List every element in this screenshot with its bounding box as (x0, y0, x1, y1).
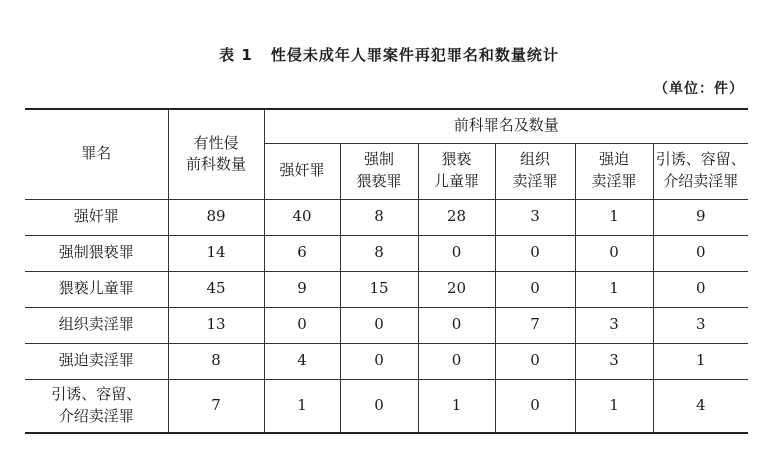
prior-total-cell: 13 (168, 307, 264, 343)
sub-header-line2: 卖淫罪 (512, 172, 558, 190)
prior-total-cell: 45 (168, 271, 264, 307)
crime-name-line1: 猥亵儿童罪 (58, 279, 134, 298)
count-cell: 4 (653, 379, 748, 433)
count-cell: 0 (418, 307, 495, 343)
sub-header (340, 143, 418, 199)
count-cell: 0 (340, 307, 418, 343)
count-cell: 6 (264, 235, 340, 271)
count-cell: 0 (340, 379, 418, 433)
sub-header-line1: 强迫 (598, 150, 629, 169)
sub-header (653, 143, 748, 199)
count-cell: 0 (495, 343, 575, 379)
count-cell: 0 (264, 307, 340, 343)
count-cell: 3 (653, 307, 748, 343)
count-cell: 20 (418, 271, 495, 307)
count-cell: 1 (575, 271, 653, 307)
count-cell: 0 (653, 271, 748, 307)
count-cell: 0 (575, 235, 653, 271)
sub-header-line2: 介绍卖淫罪 (663, 172, 739, 190)
sub-header-line1: 强奸罪 (279, 161, 325, 180)
sub-header-line2: 卖淫罪 (591, 172, 637, 190)
header-crime-name: 罪名 (25, 109, 168, 199)
count-cell: 9 (264, 271, 340, 307)
crime-name-line1: 组织卖淫罪 (58, 315, 134, 334)
table-row (25, 199, 748, 235)
prior-total-cell: 89 (168, 199, 264, 235)
count-cell: 9 (653, 199, 748, 235)
sub-header-line2: 儿童罪 (433, 172, 479, 190)
crime-name-cell (25, 271, 168, 307)
prior-total-cell: 14 (168, 235, 264, 271)
count-cell: 1 (575, 199, 653, 235)
unit-note: （单位：件） (654, 81, 744, 97)
count-cell: 0 (418, 343, 495, 379)
crime-name-line1: 强制猥亵罪 (58, 243, 134, 262)
sub-header-line1: 引诱、容留、 (655, 150, 746, 169)
count-cell: 8 (340, 199, 418, 235)
prior-total-cell: 7 (168, 379, 264, 433)
count-cell: 40 (264, 199, 340, 235)
count-cell: 28 (418, 199, 495, 235)
count-cell: 7 (495, 307, 575, 343)
table-title: 性侵未成年人罪案件再犯罪名和数量统计 (270, 46, 559, 64)
statistics-table (25, 108, 748, 434)
count-cell: 1 (653, 343, 748, 379)
count-cell: 0 (495, 235, 575, 271)
table-caption (0, 44, 778, 65)
table-row (25, 343, 748, 379)
count-cell: 1 (418, 379, 495, 433)
crime-name-line1: 强奸罪 (73, 207, 119, 226)
crime-name-line1: 引诱、容留、 (51, 385, 142, 403)
crime-name-cell (25, 199, 168, 235)
header-prior-group: 前科罪名及数量 (264, 109, 748, 143)
count-cell: 0 (653, 235, 748, 271)
header-prior-count (168, 109, 264, 199)
table-row (25, 379, 748, 433)
sub-header-line1: 组织 (519, 150, 550, 169)
crime-name-line1: 强迫卖淫罪 (58, 351, 134, 370)
crime-name-line2: 介绍卖淫罪 (58, 406, 134, 425)
count-cell: 3 (575, 343, 653, 379)
sub-header (575, 143, 653, 199)
header-prior-count-line2: 前科数量 (185, 155, 246, 174)
table-row (25, 271, 748, 307)
count-cell: 0 (418, 235, 495, 271)
count-cell: 0 (495, 379, 575, 433)
sub-header-line2: 猥亵罪 (356, 172, 402, 190)
sub-header-line1: 强制 (363, 150, 394, 169)
count-cell: 15 (340, 271, 418, 307)
table-row (25, 235, 748, 271)
crime-name-cell (25, 307, 168, 343)
count-cell: 0 (495, 271, 575, 307)
sub-header (495, 143, 575, 199)
crime-name-cell (25, 235, 168, 271)
count-cell: 8 (340, 235, 418, 271)
sub-header (264, 143, 340, 199)
table-number: 表 1 (219, 46, 253, 64)
count-cell: 1 (575, 379, 653, 433)
table-body (25, 199, 748, 433)
count-cell: 4 (264, 343, 340, 379)
sub-header-line1: 猥亵 (441, 150, 472, 169)
count-cell: 1 (264, 379, 340, 433)
crime-name-cell (25, 343, 168, 379)
header-prior-count-line1: 有性侵 (193, 133, 239, 152)
count-cell: 3 (495, 199, 575, 235)
count-cell: 3 (575, 307, 653, 343)
crime-name-cell (25, 379, 168, 433)
count-cell: 0 (340, 343, 418, 379)
sub-header (418, 143, 495, 199)
prior-total-cell: 8 (168, 343, 264, 379)
table-row (25, 307, 748, 343)
